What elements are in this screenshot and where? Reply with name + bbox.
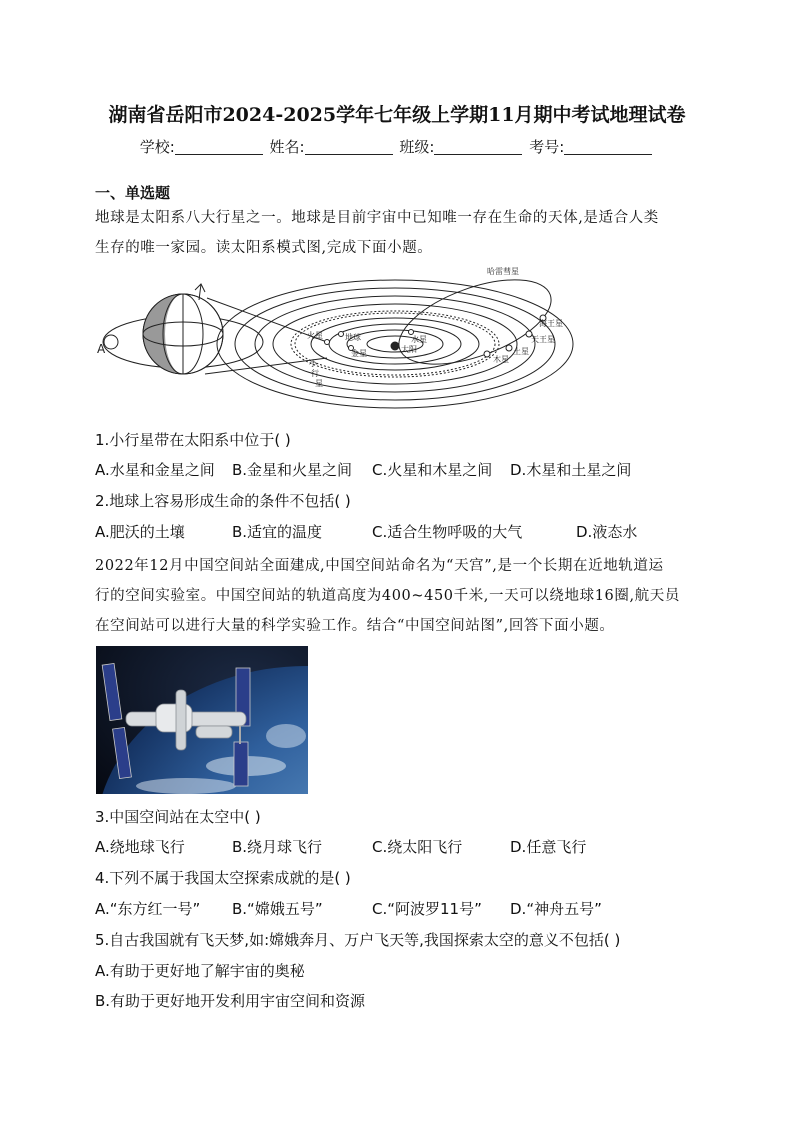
label-asteroid-1: 小 <box>309 359 317 368</box>
label-uranus: 天王星 <box>531 335 555 344</box>
name-blank[interactable] <box>305 138 393 155</box>
label-mars: 火星 <box>307 331 323 340</box>
exam-number-blank[interactable] <box>564 138 652 155</box>
q2-option-d[interactable]: D.液态水 <box>576 523 638 541</box>
q4-stem: 4.下列不属于我国太空探索成就的是( ) <box>95 869 351 887</box>
passage2-line1: 2022年12月中国空间站全面建成,中国空间站命名为“天宫”,是一个长期在近地轨道运 <box>95 558 664 574</box>
label-a: A <box>97 342 106 356</box>
q1-option-b[interactable]: B.金星和火星之间 <box>232 461 353 479</box>
q1-option-c[interactable]: C.火星和木星之间 <box>372 461 493 479</box>
name-label: 姓名: <box>269 138 305 156</box>
q2-stem: 2.地球上容易形成生命的条件不包括( ) <box>95 492 351 510</box>
school-label: 学校: <box>139 138 175 156</box>
q1-stem: 1.小行星带在太阳系中位于( ) <box>95 431 291 449</box>
exam-number-label: 考号: <box>529 138 565 156</box>
label-earth: 地球 <box>345 333 361 342</box>
q1-option-a[interactable]: A.水星和金星之间 <box>95 461 215 479</box>
q5-stem: 5.自古我国就有飞天梦,如:嫦娥奔月、万户飞天等,我国探索太空的意义不包括( ) <box>95 931 621 949</box>
q4-option-b[interactable]: B.“嫦娥五号” <box>232 900 323 918</box>
label-sun: 太阳 <box>401 345 417 354</box>
passage1-line2: 生存的唯一家园。读太阳系模式图,完成下面小题。 <box>95 240 433 256</box>
q3-stem: 3.中国空间站在太空中( ) <box>95 808 261 826</box>
class-label: 班级: <box>399 138 435 156</box>
q3-option-b[interactable]: B.绕月球飞行 <box>232 838 323 856</box>
q2-option-b[interactable]: B.适宜的温度 <box>232 523 323 541</box>
q4-option-d[interactable]: D.“神舟五号” <box>510 900 602 918</box>
label-saturn: 土星 <box>513 347 529 356</box>
moon-a <box>104 335 118 349</box>
student-info-row <box>0 136 794 157</box>
exam-title: 湖南省岳阳市2024-2025学年七年级上学期11月期中考试地理试卷 <box>108 104 686 126</box>
q2-option-c[interactable]: C.适合生物呼吸的大气 <box>372 523 523 541</box>
label-halley: 哈雷彗星 <box>487 267 519 276</box>
q1-option-d[interactable]: D.木星和土星之间 <box>510 461 632 479</box>
passage1-line1: 地球是太阳系八大行星之一。地球是目前宇宙中已知唯一存在生命的天体,是适合人类 <box>95 210 659 226</box>
q2-option-a[interactable]: A.肥沃的土壤 <box>95 523 185 541</box>
label-neptune: 海王星 <box>539 319 563 328</box>
q3-option-d[interactable]: D.任意飞行 <box>510 838 587 856</box>
solar-system-diagram <box>95 262 595 420</box>
passage2-line2: 行的空间实验室。中国空间站的轨道高度为400~450千米,一天可以绕地球16圈,航天员 <box>95 588 680 604</box>
passage2-line3: 在空间站可以进行大量的科学实验工作。结合“中国空间站图”,回答下面小题。 <box>95 618 615 634</box>
q4-option-a[interactable]: A.“东方红一号” <box>95 900 201 918</box>
q3-option-c[interactable]: C.绕太阳飞行 <box>372 838 463 856</box>
space-station-image <box>96 646 308 794</box>
section-heading: 一、单选题 <box>95 184 171 202</box>
school-blank[interactable] <box>175 138 263 155</box>
class-blank[interactable] <box>434 138 522 155</box>
label-venus: 金星 <box>351 349 367 358</box>
q4-option-c[interactable]: C.“阿波罗11号” <box>372 900 482 918</box>
label-jupiter: 木星 <box>493 355 509 364</box>
q5-option-b[interactable]: B.有助于更好地开发利用宇宙空间和资源 <box>95 992 366 1010</box>
label-asteroid-3: 星 <box>315 379 323 388</box>
label-asteroid-2: 行 <box>311 369 319 378</box>
label-mercury: 水星 <box>411 335 427 344</box>
q3-option-a[interactable]: A.绕地球飞行 <box>95 838 185 856</box>
q5-option-a[interactable]: A.有助于更好地了解宇宙的奥秘 <box>95 962 305 980</box>
